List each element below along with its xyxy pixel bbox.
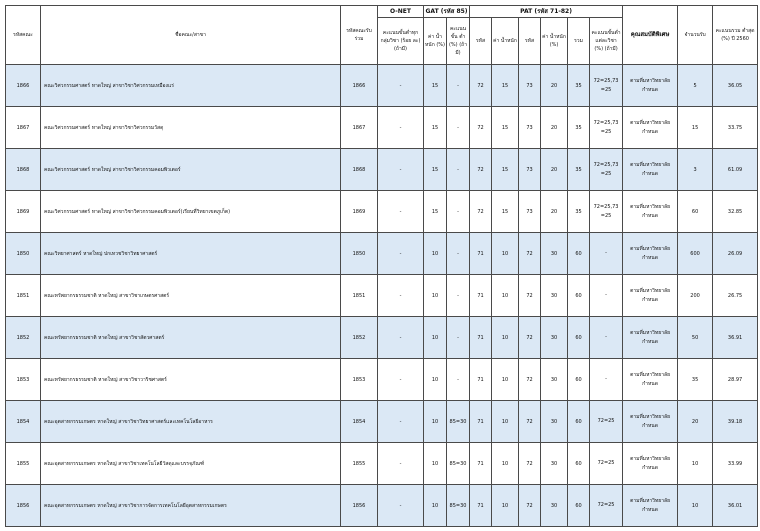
cell-onet: - — [378, 191, 424, 233]
cell-pat2: 72 — [519, 401, 541, 443]
header-pat-code2: รหัส — [519, 18, 541, 65]
cell-pat1: 71 — [470, 485, 492, 527]
header-onet-min: คะแนนขั้นต่ำทุก กลุ่มวิชา (ร้อย ละ) (ถ้ามี) — [378, 18, 424, 65]
cell-seats: 10 — [678, 485, 713, 527]
qual-line1: ตามที่มหาวิทยาลัย — [630, 203, 671, 210]
header-pat-weight: ค่า น้ำหนัก — [492, 18, 519, 65]
qual-line1: ตามที่มหาวิทยาลัย — [630, 497, 671, 504]
cell-gat-weight: 15 — [424, 65, 447, 107]
admission-table — [5, 5, 758, 527]
cell-qualification — [623, 317, 678, 359]
qual-line1: ตามที่มหาวิทยาลัย — [630, 161, 671, 168]
cell-pat-total: 35 — [568, 149, 590, 191]
pat-min-line1: 72=25 — [597, 460, 615, 466]
cell-gat-min: 85=30 — [447, 401, 470, 443]
cell-gat-weight: 10 — [424, 485, 447, 527]
pat-min-line1: - — [605, 250, 607, 256]
pat-min-line1: - — [605, 376, 607, 382]
table-row — [6, 443, 758, 485]
cell-seats: 60 — [678, 191, 713, 233]
cell-faculty: คณะทรัพยากรธรรมชาติ หาดใหญ่ สาขาวิชาวาริชศาสตร์ — [41, 359, 341, 401]
cell-gat-min: - — [447, 233, 470, 275]
cell-seats: 600 — [678, 233, 713, 275]
cell-qualification — [623, 401, 678, 443]
cell-code: 1869 — [6, 191, 41, 233]
pat-min-line1: 72=25 — [597, 502, 615, 508]
cell-qualification — [623, 275, 678, 317]
cell-gat-min: - — [447, 107, 470, 149]
cell-pat2: 73 — [519, 191, 541, 233]
header-onet: O-NET — [378, 6, 424, 18]
cell-code: 1855 — [6, 443, 41, 485]
cell-pat-min — [590, 485, 623, 527]
cell-pat-min — [590, 401, 623, 443]
header-gat-weight: ค่า น้ำหนัก (%) — [424, 18, 447, 65]
qual-line1: ตามที่มหาวิทยาลัย — [630, 329, 671, 336]
qual-line1: ตามที่มหาวิทยาลัย — [630, 77, 671, 84]
cell-pat1-weight: 10 — [492, 485, 519, 527]
cell-pat2-weight: 20 — [541, 149, 568, 191]
cell-pat-total: 35 — [568, 191, 590, 233]
cell-pat-total: 60 — [568, 485, 590, 527]
cell-pat2-weight: 30 — [541, 233, 568, 275]
cell-score: 28.97 — [713, 359, 758, 401]
header-pat-min: คะแนนขั้นต่ำ แต่ละวิชา (%) (ถ้ามี) — [590, 18, 623, 65]
table-row — [6, 65, 758, 107]
header-gat: GAT (รหัส 85) — [424, 6, 470, 18]
qual-line1: ตามที่มหาวิทยาลัย — [630, 287, 671, 294]
cell-gat-min: 85=30 — [447, 485, 470, 527]
cell-pat-min — [590, 317, 623, 359]
cell-pat2: 72 — [519, 359, 541, 401]
qual-line1: ตามที่มหาวิทยาลัย — [630, 371, 671, 378]
cell-seats: 200 — [678, 275, 713, 317]
cell-seats: 20 — [678, 401, 713, 443]
cell-pat-total: 35 — [568, 107, 590, 149]
cell-onet: - — [378, 317, 424, 359]
cell-gat-min: - — [447, 275, 470, 317]
cell-pat-min — [590, 191, 623, 233]
cell-code: 1853 — [6, 359, 41, 401]
cell-faculty: คณะอุตสาหกรรมเกษตร หาดใหญ่ สาขาวิชาการจัดการเทคโนโลยีอุตสาหกรรมเกษตร — [41, 485, 341, 527]
cell-pat2: 73 — [519, 149, 541, 191]
header-pat-code: รหัส — [470, 18, 492, 65]
cell-onet: - — [378, 401, 424, 443]
cell-pat-min — [590, 149, 623, 191]
qual-line1: ตามที่มหาวิทยาลัย — [630, 455, 671, 462]
cell-pat2-weight: 30 — [541, 359, 568, 401]
cell-gat-weight: 10 — [424, 359, 447, 401]
pat-min-line1: 72=25,73 — [593, 119, 619, 126]
cell-score: 36.05 — [713, 65, 758, 107]
pat-min-line1: 72=25,73 — [593, 161, 619, 168]
cell-code: 1850 — [6, 233, 41, 275]
qual-line2: กำหนด — [642, 170, 658, 177]
header-min-score: คะแนนรวม ต่ำสุด (%) ปี 2560 — [713, 6, 758, 65]
header-qualification: คุณสมบัติพิเศษ — [623, 6, 678, 65]
cell-pat2-weight: 20 — [541, 107, 568, 149]
cell-pat1: 72 — [470, 149, 492, 191]
cell-code: 1854 — [6, 401, 41, 443]
pat-min-line2: =25 — [600, 212, 612, 219]
cell-onet: - — [378, 485, 424, 527]
cell-joint: 1853 — [341, 359, 378, 401]
table-row — [6, 485, 758, 527]
qual-line2: กำหนด — [642, 464, 658, 471]
cell-pat2-weight: 30 — [541, 401, 568, 443]
cell-gat-weight: 10 — [424, 233, 447, 275]
cell-score: 26.09 — [713, 233, 758, 275]
cell-pat2: 73 — [519, 107, 541, 149]
cell-pat-min — [590, 275, 623, 317]
cell-qualification — [623, 65, 678, 107]
cell-onet: - — [378, 149, 424, 191]
cell-code: 1867 — [6, 107, 41, 149]
cell-pat-total: 60 — [568, 443, 590, 485]
qual-line2: กำหนด — [642, 380, 658, 387]
qual-line1: ตามที่มหาวิทยาลัย — [630, 413, 671, 420]
header-pat: PAT (รหัส 71-82) — [470, 6, 623, 18]
cell-gat-min: 85=30 — [447, 443, 470, 485]
cell-gat-min: - — [447, 317, 470, 359]
table-row — [6, 233, 758, 275]
table-row — [6, 275, 758, 317]
cell-gat-weight: 10 — [424, 275, 447, 317]
cell-code: 1866 — [6, 65, 41, 107]
pat-min-line1: - — [605, 292, 607, 298]
cell-pat1-weight: 10 — [492, 317, 519, 359]
cell-qualification — [623, 233, 678, 275]
cell-joint: 1855 — [341, 443, 378, 485]
cell-score: 36.91 — [713, 317, 758, 359]
cell-gat-weight: 10 — [424, 443, 447, 485]
cell-pat1: 72 — [470, 191, 492, 233]
cell-pat2-weight: 30 — [541, 275, 568, 317]
cell-pat-total: 60 — [568, 275, 590, 317]
table-row — [6, 359, 758, 401]
cell-score: 33.99 — [713, 443, 758, 485]
qual-line2: กำหนด — [642, 422, 658, 429]
pat-min-line1: 72=25 — [597, 418, 615, 424]
table-row — [6, 191, 758, 233]
cell-seats: 35 — [678, 359, 713, 401]
table-row — [6, 401, 758, 443]
cell-onet: - — [378, 107, 424, 149]
cell-faculty: คณะทรัพยากรธรรมชาติ หาดใหญ่ สาขาวิชาเกษตรศาสตร์ — [41, 275, 341, 317]
cell-faculty: คณะวิศวกรรมศาสตร์ หาดใหญ่ สาขาวิชาวิศวกรรมเหมืองแร่ — [41, 65, 341, 107]
table-row — [6, 107, 758, 149]
cell-seats: 3 — [678, 149, 713, 191]
header-pat-total: รวม — [568, 18, 590, 65]
cell-joint: 1854 — [341, 401, 378, 443]
cell-seats: 50 — [678, 317, 713, 359]
cell-pat1-weight: 10 — [492, 359, 519, 401]
cell-pat1: 71 — [470, 359, 492, 401]
cell-faculty: คณะวิศวกรรมศาสตร์ หาดใหญ่ สาขาวิชาวิศวกรรมคอมพิวเตอร์ — [41, 149, 341, 191]
cell-onet: - — [378, 359, 424, 401]
cell-gat-min: - — [447, 191, 470, 233]
cell-seats: 5 — [678, 65, 713, 107]
cell-pat2: 72 — [519, 317, 541, 359]
cell-score: 39.18 — [713, 401, 758, 443]
cell-joint: 1856 — [341, 485, 378, 527]
cell-pat2: 72 — [519, 485, 541, 527]
cell-score: 26.75 — [713, 275, 758, 317]
table-body — [6, 65, 758, 527]
cell-pat-total: 35 — [568, 65, 590, 107]
cell-score: 36.01 — [713, 485, 758, 527]
cell-gat-min: - — [447, 65, 470, 107]
header-pat-weight2: ค่า น้ำหนัก (%) — [541, 18, 568, 65]
cell-pat-total: 60 — [568, 359, 590, 401]
cell-code: 1851 — [6, 275, 41, 317]
cell-pat2-weight: 20 — [541, 65, 568, 107]
cell-pat-min — [590, 443, 623, 485]
cell-pat1-weight: 15 — [492, 65, 519, 107]
cell-onet: - — [378, 275, 424, 317]
cell-joint: 1850 — [341, 233, 378, 275]
header-joint-code: รหัสคณะรับร่วม — [341, 6, 378, 65]
cell-gat-weight: 15 — [424, 191, 447, 233]
cell-pat1: 71 — [470, 443, 492, 485]
cell-pat-min — [590, 233, 623, 275]
cell-pat2-weight: 30 — [541, 485, 568, 527]
cell-qualification — [623, 107, 678, 149]
cell-gat-weight: 10 — [424, 317, 447, 359]
cell-onet: - — [378, 65, 424, 107]
cell-pat2-weight: 20 — [541, 191, 568, 233]
cell-score: 61.09 — [713, 149, 758, 191]
qual-line1: ตามที่มหาวิทยาลัย — [630, 119, 671, 126]
pat-min-line1: 72=25,73 — [593, 203, 619, 210]
cell-faculty: คณะทรัพยากรธรรมชาติ หาดใหญ่ สาขาวิชาสัตวศาสตร์ — [41, 317, 341, 359]
cell-gat-weight: 10 — [424, 401, 447, 443]
cell-onet: - — [378, 233, 424, 275]
cell-pat-total: 60 — [568, 317, 590, 359]
cell-faculty: คณะวิศวกรรมศาสตร์ หาดใหญ่ สาขาวิชาวิศวกรรมคอมพิวเตอร์(เรียนที่วิทยาเขตภูเก็ต) — [41, 191, 341, 233]
cell-pat1: 72 — [470, 65, 492, 107]
qual-line1: ตามที่มหาวิทยาลัย — [630, 245, 671, 252]
cell-score: 33.75 — [713, 107, 758, 149]
cell-seats: 10 — [678, 443, 713, 485]
cell-joint: 1851 — [341, 275, 378, 317]
cell-gat-min: - — [447, 359, 470, 401]
cell-onet: - — [378, 443, 424, 485]
pat-min-line1: - — [605, 334, 607, 340]
cell-pat1: 72 — [470, 107, 492, 149]
cell-joint: 1852 — [341, 317, 378, 359]
cell-pat1-weight: 10 — [492, 275, 519, 317]
cell-pat2-weight: 30 — [541, 443, 568, 485]
cell-pat1-weight: 15 — [492, 191, 519, 233]
cell-code: 1856 — [6, 485, 41, 527]
qual-line2: กำหนด — [642, 86, 658, 93]
cell-pat1: 71 — [470, 275, 492, 317]
cell-pat2: 72 — [519, 233, 541, 275]
cell-pat1-weight: 10 — [492, 443, 519, 485]
header-faculty: ชื่อคณะ/สาขา — [41, 6, 341, 65]
table-row — [6, 149, 758, 191]
cell-gat-weight: 15 — [424, 107, 447, 149]
cell-joint: 1869 — [341, 191, 378, 233]
pat-min-line1: 72=25,73 — [593, 77, 619, 84]
cell-pat1: 71 — [470, 401, 492, 443]
pat-min-line2: =25 — [600, 86, 612, 93]
cell-pat1: 71 — [470, 233, 492, 275]
cell-pat1-weight: 10 — [492, 401, 519, 443]
pat-min-line2: =25 — [600, 128, 612, 135]
cell-pat1-weight: 15 — [492, 107, 519, 149]
cell-faculty: คณะวิทยาศาสตร์ หาดใหญ่ ปกเทวชวิชาวิทยาศาสตร์ — [41, 233, 341, 275]
qual-line2: กำหนด — [642, 128, 658, 135]
cell-score: 32.85 — [713, 191, 758, 233]
cell-pat-min — [590, 359, 623, 401]
cell-faculty: คณะอุตสาหกรรมเกษตร หาดใหญ่ สาขาวิชาเทคโนโลยีวัสดุและบรรจุภัณฑ์ — [41, 443, 341, 485]
qual-line2: กำหนด — [642, 254, 658, 261]
qual-line2: กำหนด — [642, 212, 658, 219]
table-row — [6, 317, 758, 359]
pat-min-line2: =25 — [600, 170, 612, 177]
qual-line2: กำหนด — [642, 506, 658, 513]
cell-pat-total: 60 — [568, 401, 590, 443]
cell-qualification — [623, 191, 678, 233]
cell-pat1-weight: 10 — [492, 233, 519, 275]
cell-qualification — [623, 359, 678, 401]
cell-qualification — [623, 149, 678, 191]
cell-pat-min — [590, 107, 623, 149]
header-gat-min: คะแนนขั้น ต่ำ (%) (ถ้ามี) — [447, 18, 470, 65]
cell-faculty: คณะอุตสาหกรรมเกษตร หาดใหญ่ สาขาวิชาวิทยาศาสตร์และเทคโนโลยีอาหาร — [41, 401, 341, 443]
cell-qualification — [623, 443, 678, 485]
cell-gat-weight: 15 — [424, 149, 447, 191]
cell-gat-min: - — [447, 149, 470, 191]
cell-pat-total: 60 — [568, 233, 590, 275]
qual-line2: กำหนด — [642, 296, 658, 303]
cell-joint: 1866 — [341, 65, 378, 107]
cell-pat2: 72 — [519, 443, 541, 485]
cell-joint: 1868 — [341, 149, 378, 191]
cell-pat-min — [590, 65, 623, 107]
cell-pat2: 72 — [519, 275, 541, 317]
qual-line2: กำหนด — [642, 338, 658, 345]
header-code: รหัสคณะ — [6, 6, 41, 65]
cell-qualification — [623, 485, 678, 527]
cell-seats: 15 — [678, 107, 713, 149]
cell-faculty: คณะวิศวกรรมศาสตร์ หาดใหญ่ สาขาวิชาวิศวกรรมวัสดุ — [41, 107, 341, 149]
cell-pat2-weight: 30 — [541, 317, 568, 359]
cell-code: 1868 — [6, 149, 41, 191]
cell-pat2: 73 — [519, 65, 541, 107]
cell-code: 1852 — [6, 317, 41, 359]
cell-pat1-weight: 15 — [492, 149, 519, 191]
header-seats: จำนวนรับ — [678, 6, 713, 65]
cell-joint: 1867 — [341, 107, 378, 149]
cell-pat1: 71 — [470, 317, 492, 359]
